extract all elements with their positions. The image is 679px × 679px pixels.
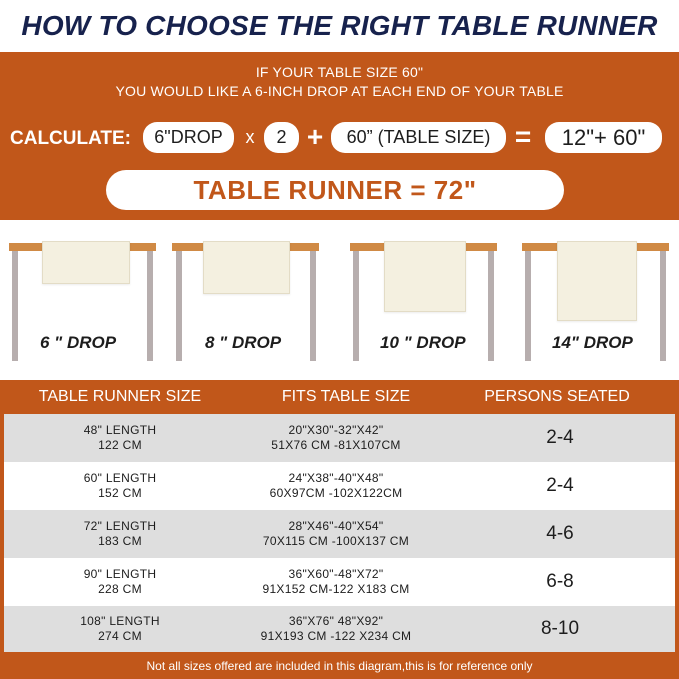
table-leg (488, 251, 494, 361)
drop-label-4: 14" DROP (552, 333, 633, 352)
drop-label-3: 10 " DROP (380, 333, 466, 352)
equals-sign: = (514, 120, 532, 152)
fits-size-cell: 36"X60"-48"X72" 91X152 CM-122 X183 CM (262, 567, 410, 596)
table-row (0, 558, 679, 606)
header-runner-size: TABLE RUNNER SIZE (38, 388, 202, 405)
runner-size-cell: 72" LENGTH 183 CM (83, 519, 157, 548)
table-leg (525, 251, 531, 361)
table-row (0, 462, 679, 510)
page-title: HOW TO CHOOSE THE RIGHT TABLE RUNNER (0, 0, 679, 52)
plus-sign: + (306, 120, 324, 152)
table-leg (310, 251, 316, 361)
header-persons-seated: PERSONS SEATED (484, 388, 630, 405)
persons-cell: 2-4 (546, 427, 574, 448)
info-line-2: YOU WOULD LIKE A 6-INCH DROP AT EACH END OF YOUR TABLE (115, 83, 564, 99)
runner-size-cell: 60" LENGTH 152 CM (83, 471, 157, 500)
fits-size-cell: 36"X76" 48"X92" 91X193 CM -122 X234 CM (260, 614, 412, 643)
header-fits-table-size: FITS TABLE SIZE (281, 388, 411, 405)
persons-cell: 6-8 (546, 571, 574, 592)
table-leg (12, 251, 18, 361)
footer-note: Not all sizes offered are included in this diagram,this is for reference only (0, 652, 679, 679)
runner-size-cell: 90" LENGTH 228 CM (83, 567, 157, 596)
table-row (0, 414, 679, 462)
table-leg (147, 251, 153, 361)
runner-cloth-1 (42, 241, 130, 284)
runner-size-cell: 48" LENGTH 122 CM (83, 423, 157, 452)
times-sign: x (245, 127, 255, 147)
result-pill: TABLE RUNNER = 72" (106, 170, 564, 210)
drop-pill: 6"DROP (143, 122, 234, 153)
info-line-1: IF YOUR TABLE SIZE 60" (255, 64, 424, 80)
table-row (0, 510, 679, 558)
size-table-header (0, 380, 679, 414)
table-leg (176, 251, 182, 361)
fits-size-cell: 20"X30"-32"X42" 51X76 CM -81X107CM (271, 423, 401, 452)
fits-size-cell: 24"X38"-40"X48" 60X97CM -102X122CM (269, 471, 403, 500)
drop-label-2: 8 " DROP (205, 333, 282, 352)
runner-cloth-2 (203, 241, 290, 294)
table-leg (660, 251, 666, 361)
runner-size-cell: 108" LENGTH 274 CM (80, 614, 160, 643)
persons-cell: 2-4 (546, 475, 574, 496)
table-row (0, 606, 679, 652)
fits-size-cell: 28"X46"-40"X54" 70X115 CM -100X137 CM (262, 519, 410, 548)
drop-label-1: 6 " DROP (40, 333, 117, 352)
runner-cloth-4 (557, 241, 637, 321)
sum-pill: 12"+ 60" (545, 122, 662, 153)
multiplier-pill: 2 (264, 122, 299, 153)
persons-cell: 4-6 (546, 523, 574, 544)
calculate-label: CALCULATE: (10, 128, 132, 149)
table-size-pill: 60” (TABLE SIZE) (331, 122, 506, 153)
persons-cell: 8-10 (540, 618, 580, 639)
table-leg (353, 251, 359, 361)
runner-cloth-3 (384, 241, 466, 312)
